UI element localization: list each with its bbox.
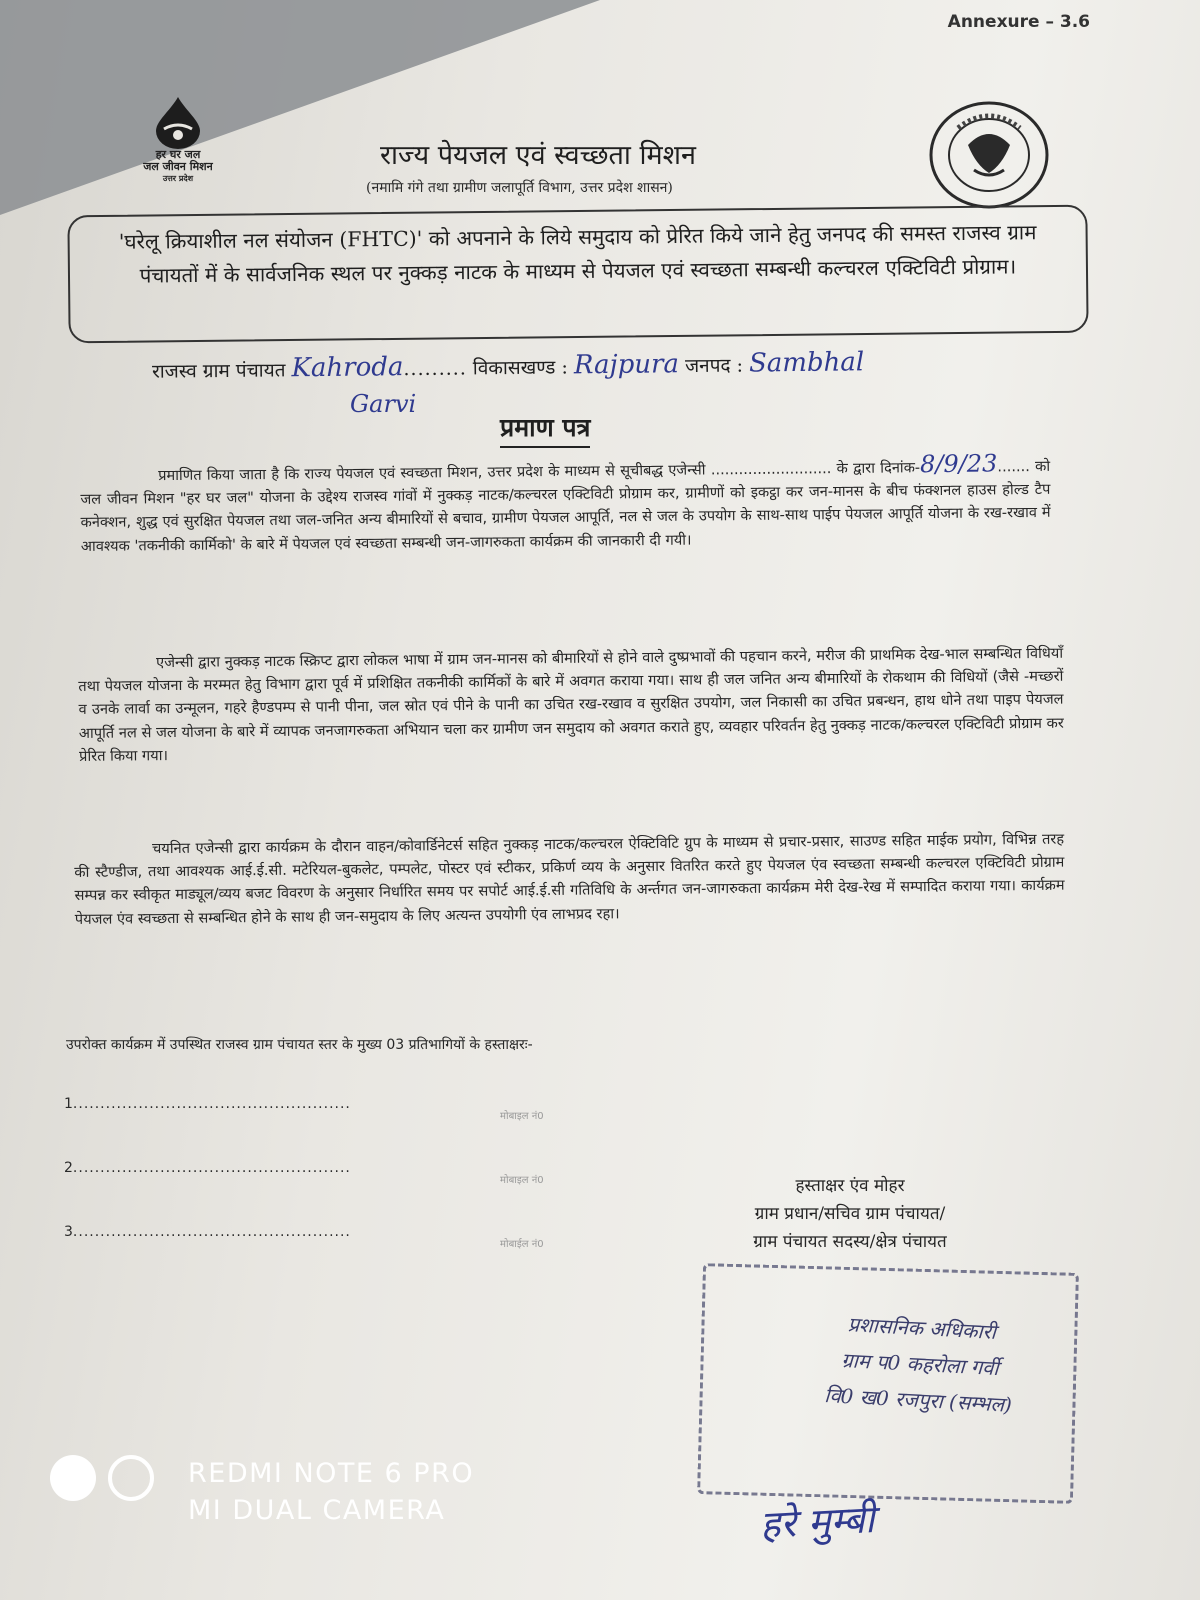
watermark-text <box>188 1455 474 1529</box>
signature-row-1 <box>64 1096 351 1112</box>
certificate-title: प्रमाण पत्र <box>500 410 590 448</box>
authority-line-1: हस्ताक्षर एंव मोहर <box>795 1176 905 1196</box>
signing-authority <box>690 1172 1010 1256</box>
mission-title: राज्य पेयजल एवं स्वच्छता मिशन <box>380 140 696 171</box>
gram-panchayat-value-2: Garvi <box>350 390 417 418</box>
water-drop-icon <box>150 95 206 149</box>
program-date: 8/9/23 <box>919 449 998 479</box>
signature-line: ................................................... <box>72 1224 351 1240</box>
stamp-line-2: ग्राम प0 कहरोला गर्वी <box>840 1347 1000 1381</box>
watermark-line-2: MI DUAL CAMERA <box>188 1495 446 1526</box>
district-label: जनपद : <box>684 354 744 378</box>
ring-dot <box>108 1455 154 1501</box>
gram-panchayat-value: Kahroda <box>291 352 404 384</box>
signature-row-2 <box>64 1160 351 1176</box>
logo-line-2: जल जीवन मिशन <box>143 160 213 173</box>
block-label: विकासखण्ड : <box>472 356 568 380</box>
program-title-box: 'घरेलू क्रियाशील नल संयोजन (FHTC)' को अपनाने के लिये समुदाय को प्रेरित किये जाने हेतु जनपद की समस्त राजस्व ग्राम पंचायतों में के सार्वजनिक स्थल पर नुक्कड़ नाटक के माध्यम से पेयजल एवं स्वच्छता सम्बन्धी कल्चरल एक्टिविटी प्रोग्राम। <box>67 205 1088 344</box>
handwritten-signature: हरे मुम्बी <box>758 1497 876 1547</box>
annexure-label: Annexure – 3.6 <box>947 12 1090 32</box>
har-ghar-jal-logo <box>118 95 238 185</box>
paragraph-1 <box>80 449 1051 558</box>
watermark-line-1: REDMI NOTE 6 PRO <box>188 1458 475 1489</box>
authority-line-2: ग्राम प्रधान/सचिव ग्राम पंचायत/ <box>754 1204 946 1224</box>
stamp-line-3: वि0 ख0 रजपुरा (सम्भल) <box>823 1383 1013 1417</box>
official-stamp-text <box>767 1302 1072 1426</box>
stamp-line-1: प्रशासनिक अधिकारी <box>847 1312 997 1344</box>
filled-dot <box>50 1455 96 1501</box>
block-value: Rajpura <box>573 349 680 381</box>
camera-dots-icon <box>50 1455 154 1501</box>
gram-panchayat-label: राजस्व ग्राम पंचायत <box>151 359 286 383</box>
paragraph-2: एजेन्सी द्वारा नुक्कड़ नाटक स्क्रिप्ट द्वारा लोकल भाषा में ग्राम जन-मानस को बीमारियों से होने वाले दुष्प्रभावों की पहचान करने, मरीज की प्राथमिक देख-भाल सम्बन्धित विधियाँ तथा पेयजल योजना के मरम्मत हेतु विभाग द्वारा पूर्व में प्रशिक्षित तकनीकी कार्मिकों के बारे में अवगत कराया गया। साथ ही जल जनित अन्य बीमारियों के रोकथाम की विधियों (जैसे -मच्छरों व उनके लार्वा का उन्मूलन, गहरे हैण्डपम्प से पानी पीना, जल स्रोत एवं पीने के पानी का उचित रख-रखाव व सुरक्षित उपयोग, जल निकासी का उचित प्रबन्धन, हाथ धोने तथा पाइप पेयजल आपूर्ति नल से जल योजना के बारे में व्यापक जनजागरुकता अभियान चला कर ग्रामीण जन समुदाय को अवगत कराते हुए, व्यवहार परिवर्तन हेतु नुक्कड़ नाटक/कल्चरल एक्टिविटी प्रोग्राम कर प्रेरित किया गया। <box>78 644 1064 765</box>
signature-row-3 <box>64 1224 351 1240</box>
camera-watermark <box>50 1455 475 1526</box>
up-government-seal <box>928 100 1050 214</box>
location-line: राजस्व ग्राम पंचायत Kahroda......... विकासखण्ड : Rajpura जनपद : Sambhal <box>151 347 865 384</box>
paragraph-1-part-a: प्रमाणित किया जाता है कि राज्य पेयजल एवं स्वच्छता मिशन, उत्तर प्रदेश के माध्यम से सूचीबद्ध एजेन्सी .......................... के द्वारा दिनांक- <box>158 459 921 485</box>
seal-emblem-icon <box>928 100 1050 210</box>
paragraph-3: चयनित एजेन्सी द्वारा कार्यक्रम के दौरान वाहन/कोवार्डिनेटर्स सहित नुक्कड़ नाटक/कल्चरल ऐक्टिविटि ग्रुप के माध्यम से प्रचार-प्रसार, साउण्ड सहित माईक प्रयोग, विभिन्न तरह की स्टैण्डीज, तथा आवश्यक आई.ई.सी. मटेरियल-बुकलेट, पम्पलेट, पोस्टर एवं स्टीकर, प्रकिर्ण व्यय के अनुसार वितरित करते हुए पेयजल एंव स्वच्छता सम्बन्धी कल्चरल एक्टिविटी प्रोग्राम सम्पन्न कर स्वीकृत माड्यूल/व्यय बजट विवरण के अनुसार निर्धारित समय पर सपोर्ट आई.ई.सी गतिविधि के अर्न्तगत जन-जागरुकता कार्यक्रम मेरी देख-रेख में सम्पादित कराया गया। कार्यक्रम पेयजल एंव स्वच्छता से सम्बन्धित होने के साथ ही जन-समुदाय के लिए अत्यन्त उपयोगी एंव लाभप्रद रहा। <box>74 830 1065 928</box>
mobile-label-2: मोबाइल नं0 <box>500 1175 544 1186</box>
signature-line: ................................................... <box>72 1160 351 1176</box>
mission-subtitle: (नमामि गंगे तथा ग्रामीण जलापूर्ति विभाग, उत्तर प्रदेश शासन) <box>366 180 673 196</box>
signature-number: 2 <box>64 1160 73 1176</box>
authority-line-3: ग्राम पंचायत सदस्य/क्षेत्र पंचायत <box>753 1232 947 1252</box>
signature-intro: उपरोक्त कार्यक्रम में उपस्थित राजस्व ग्राम पंचायत स्तर के मुख्य 03 प्रतिभागियों के हस्ताक्षरः- <box>66 1037 533 1053</box>
paragraph-1-part-b: ....... को जल जीवन मिशन "हर घर जल" योजना के उद्देश्य राजस्व गांवों में नुक्कड़ नाटक/कल्चरल एक्टिविटी प्रोग्राम कर, ग्रामीणों को इकट्ठा कर जन-मानस के बीच फंक्शनल हाउस होल्ड टैप कनेक्शन, शुद्ध एवं सुरक्षित पेयजल तथा जल-जनित अन्य बीमारियों से बचाव, ग्रामीण पेयजल आपूर्ति, नल से जल के उपयोग के साथ-साथ पाईप पेयजल आपूर्ति योजना के रख-रखाव में आवश्यक 'तकनीकी कार्मिको' के बारे में पेयजल एवं स्वच्छता सम्बन्धी जन-जागरुकता कार्यक्रम की जानकारी दी गयी। <box>80 457 1051 555</box>
logo-line-3: उत्तर प्रदेश <box>162 174 194 183</box>
mobile-label-1: मोबाइल नं0 <box>500 1111 544 1122</box>
signature-number: 1 <box>64 1096 73 1112</box>
logo-line-1: हर घर जल <box>155 148 201 161</box>
signature-line: ................................................... <box>72 1096 351 1112</box>
mobile-label-3: मोबाईल नं0 <box>500 1239 544 1250</box>
signature-number: 3 <box>64 1224 73 1240</box>
district-value: Sambhal <box>748 347 865 379</box>
